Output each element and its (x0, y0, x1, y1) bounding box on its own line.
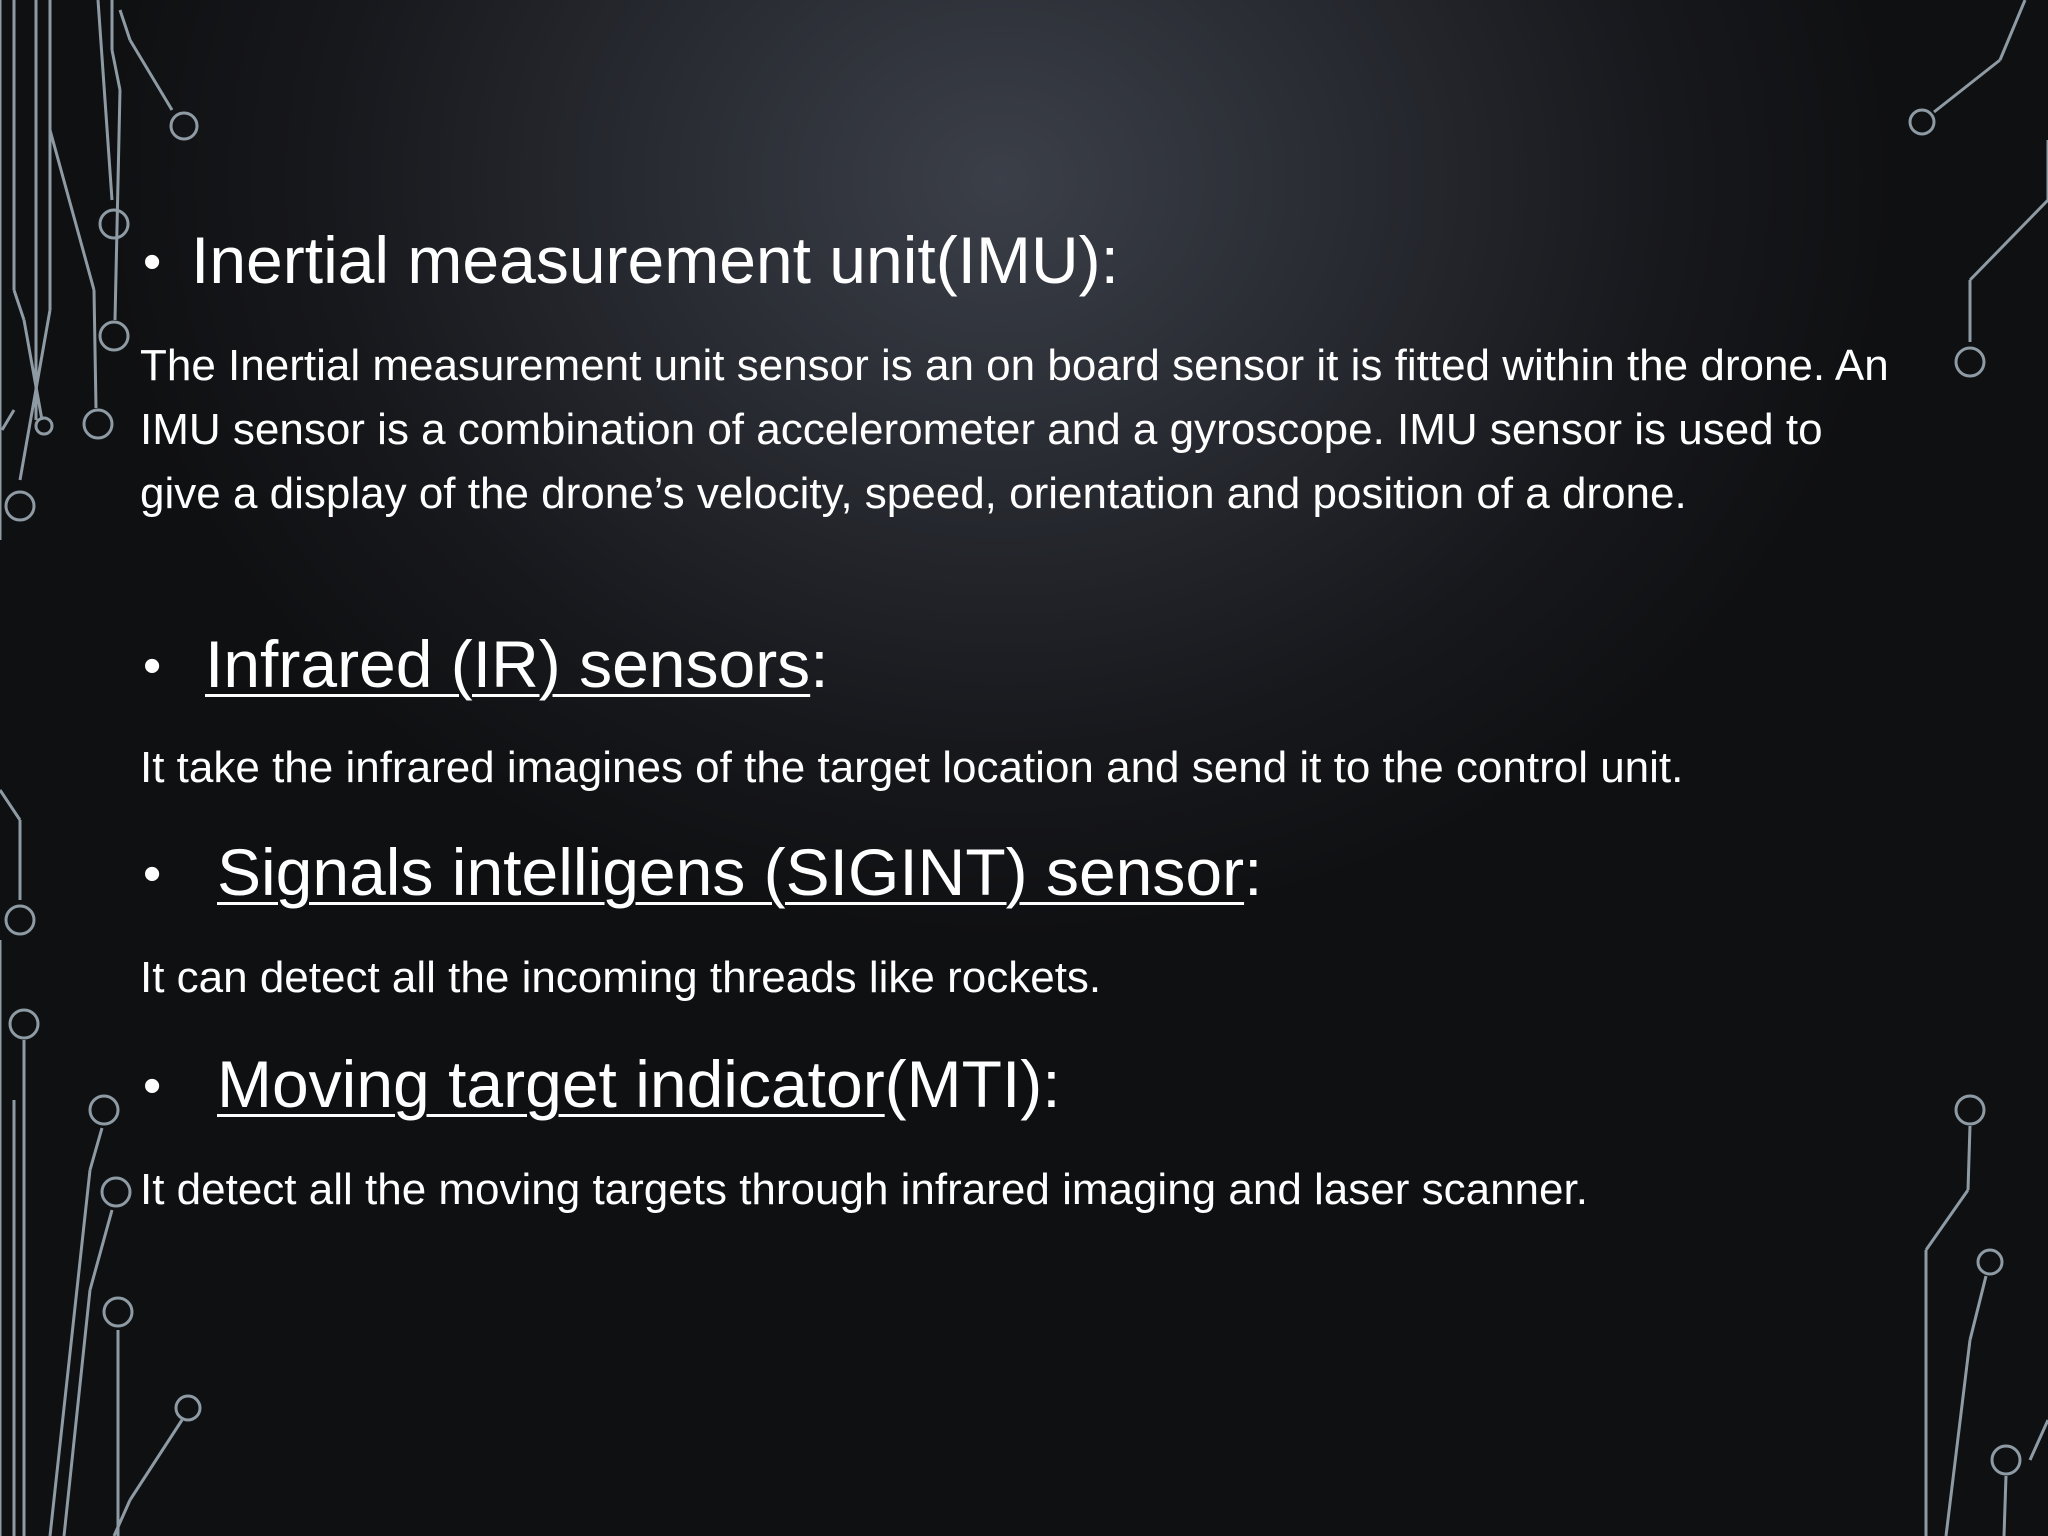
heading-mti (143, 1046, 1061, 1124)
heading-mti-suffix: (MTI): (884, 1047, 1061, 1121)
heading-infrared-suffix: : (810, 627, 829, 701)
heading-sigint (143, 834, 1262, 912)
body-imu: The Inertial measurement unit sensor is an on board sensor it is fitted within the drone. An IMU sensor is a combination of accelerometer and a gyroscope. IMU sensor is used to give a display of the drone’s velocity, speed, orientation and position of a drone. (140, 341, 1889, 518)
heading-infrared (143, 626, 829, 704)
body-infrared: It take the infrared imagines of the target location and send it to the control unit. (140, 743, 1684, 792)
body-mti: It detect all the moving targets through infrared imaging and laser scanner. (140, 1165, 1588, 1214)
heading-imu-title: Inertial measurement unit(IMU): (191, 223, 1119, 297)
heading-infrared-title: Infrared (IR) sensors (205, 627, 811, 701)
bullet-icon: • (143, 1057, 162, 1115)
heading-imu (143, 222, 1119, 300)
heading-mti-title: Moving target indicator (217, 1047, 885, 1121)
bullet-icon: • (143, 233, 162, 291)
heading-sigint-suffix: : (1244, 835, 1263, 909)
bullet-icon: • (143, 845, 162, 903)
body-sigint: It can detect all the incoming threads like rockets. (140, 953, 1102, 1002)
bullet-icon: • (143, 637, 162, 695)
heading-sigint-title: Signals intelligens (SIGINT) sensor (217, 835, 1245, 909)
